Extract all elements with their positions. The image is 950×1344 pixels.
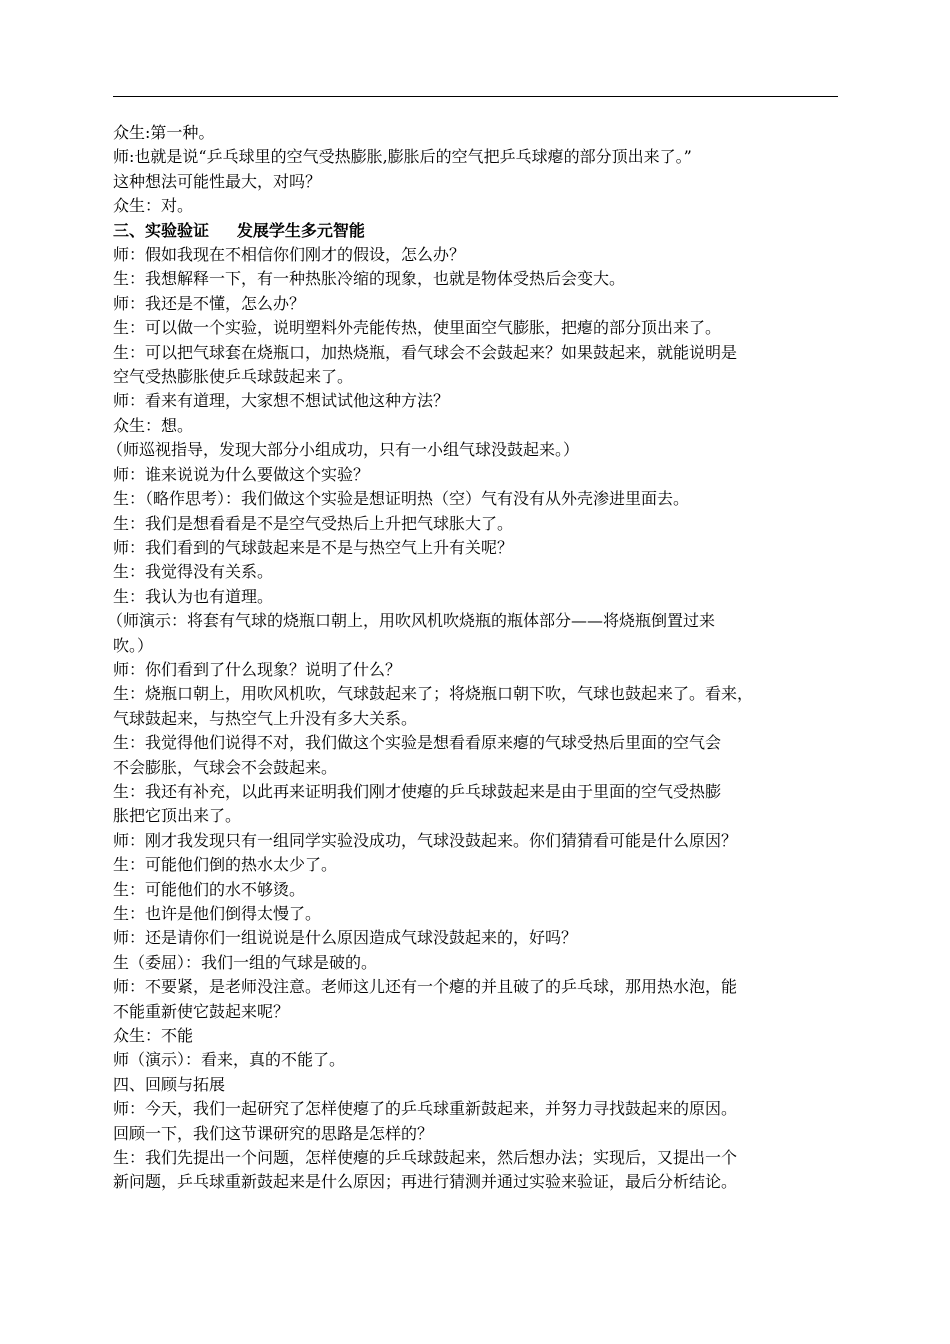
text-line: 师:也就是说“乒乓球里的空气受热膨胀,膨胀后的空气把乒乓球瘪的部分顶出来了。” <box>113 147 692 167</box>
text-line: 生：也许是他们倒得太慢了。 <box>113 904 322 923</box>
text-line: 不会膨胀，气球会不会鼓起来。 <box>113 757 338 777</box>
text-line: 生：我想解释一下，有一种热胀冷缩的现象，也就是物体受热后会变大。 <box>113 269 626 289</box>
text-line: 生：我还有补充，以此再来证明我们刚才使瘪的乒乓球鼓起来是由于里面的空气受热膨 <box>113 781 722 801</box>
text-line: 众生：想。 <box>113 415 194 435</box>
text-line: 吹。） <box>113 635 154 655</box>
text-line: 师：我们看到的气球鼓起来是不是与热空气上升有关呢？ <box>113 537 514 557</box>
section-heading: 四、回顾与拓展 <box>113 1074 226 1094</box>
text-line: 师：今天，我们一起研究了怎样使瘪了的乒乓球重新鼓起来，并努力寻找鼓起来的原因。 <box>113 1099 738 1119</box>
text-line: 师：不要紧，是老师没注意。老师这儿还有一个瘪的并且破了的乒乓球，那用热水泡，能 <box>113 977 738 997</box>
text-line: 生：可以把气球套在烧瓶口，加热烧瓶，看气球会不会鼓起来？如果鼓起来，就能说明是 <box>113 342 738 362</box>
text-line: 师：你们看到了什么现象？说明了什么？ <box>113 659 402 679</box>
text-line: 不能重新使它鼓起来呢？ <box>113 1001 290 1021</box>
text-line: 师：假如我现在不相信你们刚才的假设，怎么办？ <box>113 245 466 265</box>
stage-direction: （师演示：将套有气球的烧瓶口朝上，用吹风机吹烧瓶的瓶体部分——将烧瓶倒置过来 <box>107 611 716 631</box>
text-line: 生：可能他们倒的热水太少了。 <box>113 855 338 875</box>
text-line: 师：刚才我发现只有一组同学实验没成功，气球没鼓起来。你们猜猜看可能是什么原因？ <box>113 830 738 850</box>
text-line: 生：我们是想看看是不是空气受热后上升把气球胀大了。 <box>113 513 514 533</box>
text-line: 生：可能他们的水不够烫。 <box>113 879 306 899</box>
text-line: 生：我们先提出一个问题，怎样使瘪的乒乓球鼓起来，然后想办法；实现后，又提出一个 <box>113 1148 738 1168</box>
text-line: 生：我觉得他们说得不对，我们做这个实验是想看看原来瘪的气球受热后里面的空气会 <box>113 733 722 753</box>
text-line: 生：我认为也有道理。 <box>113 586 274 606</box>
text-line: 生：烧瓶口朝上，用吹风机吹，气球鼓起来了；将烧瓶口朝下吹，气球也鼓起来了。看来， <box>113 684 754 704</box>
text-line: 这种想法可能性最大，对吗？ <box>113 171 322 191</box>
stage-direction: （师巡视指导，发现大部分小组成功，只有一小组气球没鼓起来。） <box>107 440 580 460</box>
text-line: 新问题，乒乓球重新鼓起来是什么原因；再进行猜测并通过实验来验证，最后分析结论。 <box>113 1172 738 1192</box>
text-line: 师：看来有道理，大家想不想试试他这种方法？ <box>113 391 450 411</box>
text-line: 师：我还是不懂，怎么办？ <box>113 293 306 313</box>
document-body <box>107 121 843 1195</box>
text-line: 生：可以做一个实验，说明塑料外壳能传热，使里面空气膨胀，把瘪的部分顶出来了。 <box>113 318 722 338</box>
text-line: 气球鼓起来，与热空气上升没有多大关系。 <box>113 708 418 728</box>
text-line: 师：谁来说说为什么要做这个实验？ <box>113 464 370 484</box>
text-line: 众生：不能 <box>113 1026 194 1046</box>
text-line: 师（演示）：看来，真的不能了。 <box>113 1050 346 1070</box>
text-line: 胀把它顶出来了。 <box>113 806 242 826</box>
text-line: 众生:第一种。 <box>113 123 215 142</box>
text-line: 生：我觉得没有关系。 <box>113 562 274 582</box>
text-line: 生（委屈）：我们一组的气球是破的。 <box>113 952 378 972</box>
text-line: 师：还是请你们一组说说是什么原因造成气球没鼓起来的，好吗？ <box>113 928 578 948</box>
text-line: 众生：对。 <box>113 196 194 216</box>
text-line: 回顾一下，我们这节课研究的思路是怎样的？ <box>113 1123 434 1143</box>
header-rule <box>113 96 838 97</box>
section-heading: 三、实验验证 发展学生多元智能 <box>113 220 365 240</box>
text-line: 生：（略作思考）：我们做这个实验是想证明热（空）气有没有从外壳渗进里面去。 <box>113 489 690 509</box>
text-line: 空气受热膨胀使乒乓球鼓起来了。 <box>113 367 354 387</box>
